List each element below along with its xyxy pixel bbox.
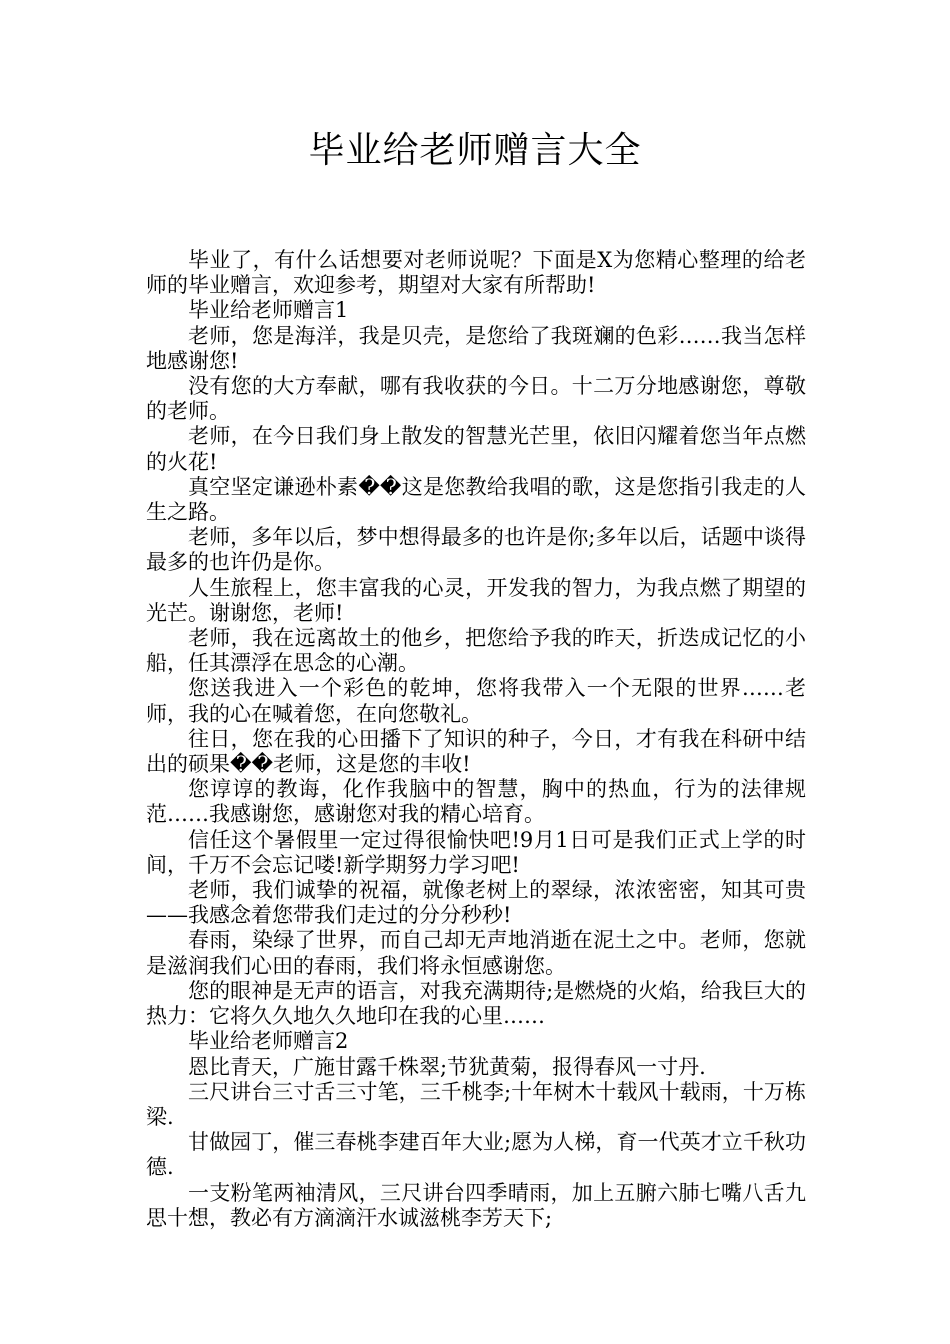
paragraph: 人生旅程上，您丰富我的心灵，开发我的智力，为我点燃了期望的光芒。谢谢您，老师! [146, 575, 806, 625]
paragraph: 没有您的大方奉献，哪有我收获的今日。十二万分地感谢您，尊敬的老师。 [146, 374, 806, 424]
paragraph: 您送我进入一个彩色的乾坤，您将我带入一个无限的世界……老师，我的心在喊着您，在向您敬礼。 [146, 676, 806, 726]
paragraph: 春雨，染绿了世界，而自己却无声地消逝在泥土之中。老师，您就是滋润我们心田的春雨，我们将永恒感谢您。 [146, 928, 806, 978]
document-title: 毕业给老师赠言大全 [308, 130, 642, 171]
document-body [146, 248, 806, 1231]
paragraph: 三尺讲台三寸舌三寸笔，三千桃李;十年树木十载风十载雨，十万栋梁. [146, 1079, 806, 1129]
section-heading-2: 毕业给老师赠言2 [188, 1029, 349, 1054]
paragraph: 老师，我们诚挚的祝福，就像老树上的翠绿，浓浓密密，知其可贵——我感念着您带我们走过的分分秒秒! [146, 878, 806, 928]
paragraph: 往日，您在我的心田播下了知识的种子，今日，才有我在科研中结出的硕果��老师，这是您的丰收! [146, 726, 806, 777]
paragraph: 您谆谆的教诲，化作我脑中的智慧，胸中的热血，行为的法律规范……我感谢您，感谢您对我的精心培育。 [146, 777, 806, 827]
paragraph: 恩比青天，广施甘露千株翠;节犹黄菊，报得春风一寸丹. [188, 1054, 706, 1079]
paragraph-intro: 毕业了，有什么话想要对老师说呢？下面是X为您精心整理的给老师的毕业赠言，欢迎参考，期望对大家有所帮助! [146, 248, 806, 298]
paragraph: 老师，您是海洋，我是贝壳，是您给了我斑斓的色彩……我当怎样地感谢您! [146, 323, 806, 373]
paragraph: 老师，在今日我们身上散发的智慧光芒里，依旧闪耀着您当年点燃的火花! [146, 424, 806, 474]
paragraph: 老师，多年以后，梦中想得最多的也许是你;多年以后，话题中谈得最多的也许仍是你。 [146, 525, 806, 575]
paragraph: 真空坚定谦逊朴素��这是您教给我唱的歌，这是您指引我走的人生之路。 [146, 474, 806, 525]
paragraph: 甘做园丁，催三春桃李建百年大业;愿为人梯，育一代英才立千秋功德. [146, 1130, 806, 1180]
paragraph: 老师，我在远离故土的他乡，把您给予我的昨天，折迭成记忆的小船，任其漂浮在思念的心潮。 [146, 626, 806, 676]
paragraph: 您的眼神是无声的语言，对我充满期待;是燃烧的火焰，给我巨大的热力：它将久久地久久地印在我的心里…… [146, 978, 806, 1029]
section-heading-1: 毕业给老师赠言1 [188, 298, 349, 323]
paragraph: 信任这个暑假里一定过得很愉快吧!9月1日可是我们正式上学的时间，千万不会忘记喽!新学期努力学习吧! [146, 827, 806, 877]
paragraph: 一支粉笔两袖清风，三尺讲台四季晴雨，加上五腑六肺七嘴八舌九思十想，教必有方滴滴汗水诚滋桃李芳天下; [146, 1180, 806, 1230]
